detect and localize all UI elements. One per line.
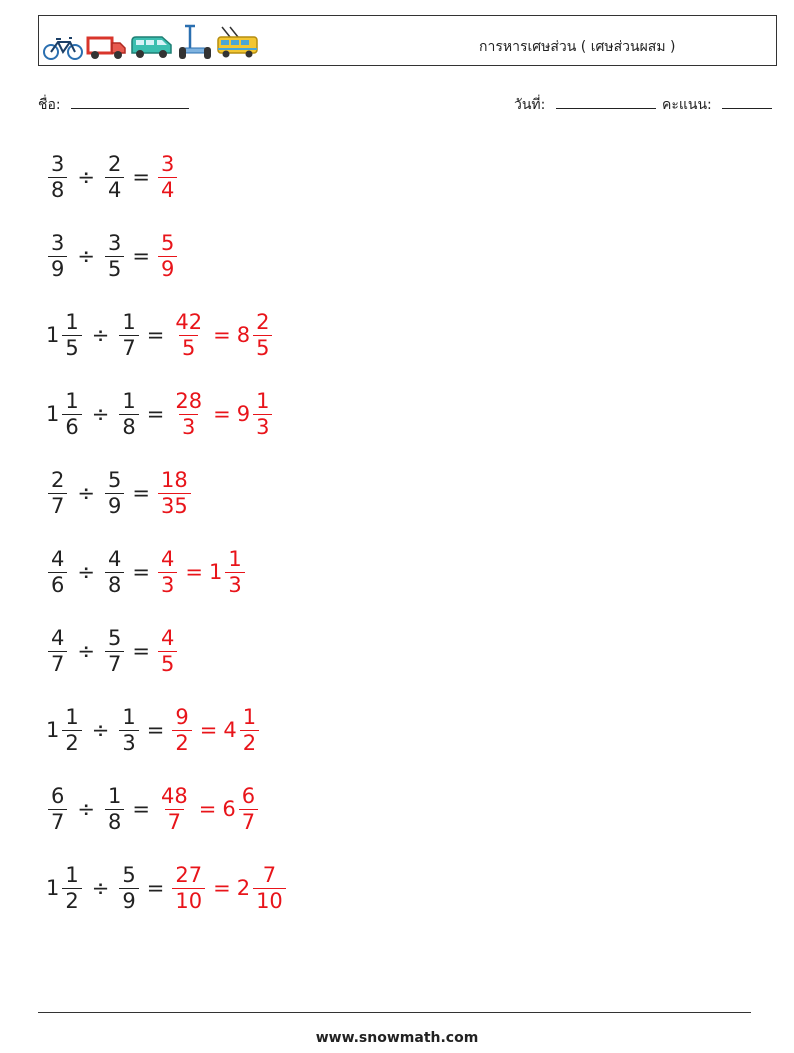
denominator: 8 — [105, 572, 124, 596]
header-box — [38, 15, 777, 66]
denominator: 10 — [172, 888, 205, 912]
denominator: 9 — [48, 256, 67, 280]
numerator: 48 — [160, 783, 188, 808]
denominator: 3 — [253, 414, 272, 438]
dividend-fraction — [62, 704, 81, 755]
answer — [156, 783, 260, 834]
dividend-fraction — [48, 546, 67, 597]
dividend-fraction — [62, 862, 81, 913]
numerator: 4 — [160, 625, 175, 650]
answer-fraction — [172, 388, 205, 439]
divisor-fraction — [105, 230, 124, 281]
answer — [170, 309, 274, 360]
name-blank[interactable] — [71, 94, 189, 109]
equals-sign: = — [132, 481, 150, 505]
divide-sign: ÷ — [77, 797, 95, 821]
numerator: 27 — [175, 862, 203, 887]
answer — [156, 230, 179, 281]
dividend-fraction — [48, 151, 67, 202]
answer-whole-part: 1 — [208, 560, 223, 584]
answer-whole-part: 4 — [223, 718, 237, 742]
denominator: 2 — [172, 730, 191, 754]
score-label: คะแนน: — [662, 97, 712, 113]
dividend-fraction — [48, 625, 67, 676]
dividend-fraction — [62, 388, 81, 439]
denominator: 3 — [119, 730, 138, 754]
score-field — [662, 94, 772, 116]
answer-fraction — [158, 230, 177, 281]
numerator: 3 — [160, 151, 175, 176]
equals-sign: = — [146, 718, 165, 742]
numerator: 2 — [107, 151, 122, 176]
numerator: 5 — [160, 230, 175, 255]
denominator: 7 — [239, 809, 258, 833]
whole-part: 1 — [46, 718, 60, 742]
denominator: 9 — [119, 888, 138, 912]
answer-fraction — [172, 704, 191, 755]
answer-fraction — [158, 151, 177, 202]
numerator: 1 — [65, 704, 79, 729]
numerator: 9 — [175, 704, 189, 729]
numerator: 6 — [241, 783, 256, 808]
divide-sign: ÷ — [77, 244, 95, 268]
numerator: 42 — [175, 309, 203, 334]
denominator: 2 — [62, 888, 81, 912]
numerator: 2 — [51, 467, 65, 492]
answer — [156, 151, 179, 202]
numerator: 1 — [228, 546, 242, 571]
answer-whole-part: 8 — [236, 323, 251, 347]
denominator: 5 — [179, 335, 198, 359]
denominator: 3 — [225, 572, 244, 596]
denominator: 3 — [179, 414, 198, 438]
answer-fraction — [158, 783, 191, 834]
numerator: 7 — [262, 862, 277, 887]
denominator: 7 — [48, 651, 67, 675]
equals-sign: = — [146, 323, 165, 347]
equals-sign: = — [132, 639, 150, 663]
denominator: 35 — [158, 493, 191, 517]
answer-equals-sign: = — [213, 876, 231, 900]
divide-sign: ÷ — [91, 323, 110, 347]
answer-equals-sign: = — [213, 402, 231, 426]
problem-row — [46, 620, 179, 682]
answer-mixed-fraction — [239, 783, 258, 834]
denominator: 7 — [105, 651, 124, 675]
denominator: 2 — [62, 730, 81, 754]
divisor-fraction — [119, 704, 138, 755]
denominator: 5 — [253, 335, 272, 359]
answer-fraction — [172, 862, 205, 913]
denominator: 2 — [240, 730, 259, 754]
date-label: วันที่: — [514, 97, 546, 113]
divisor-fraction — [105, 546, 124, 597]
answer-whole-part: 9 — [236, 402, 251, 426]
answer-fraction — [158, 625, 177, 676]
numerator: 1 — [256, 388, 270, 413]
denominator: 4 — [158, 177, 177, 201]
denominator: 6 — [62, 414, 81, 438]
divisor-fraction — [105, 151, 124, 202]
denominator: 8 — [48, 177, 67, 201]
problem-row — [46, 778, 260, 840]
denominator: 8 — [105, 809, 124, 833]
numerator: 1 — [122, 309, 136, 334]
answer-fraction — [158, 546, 177, 597]
answer-equals-sign: = — [198, 797, 217, 821]
answer-fraction — [172, 309, 205, 360]
numerator: 3 — [51, 230, 65, 255]
footer-site: www.snowmath.com — [315, 1030, 479, 1046]
dividend-fraction — [48, 783, 67, 834]
numerator: 3 — [51, 151, 65, 176]
answer-mixed-fraction — [225, 546, 244, 597]
problem-row — [46, 699, 261, 761]
numerator: 1 — [65, 388, 79, 413]
denominator: 7 — [165, 809, 184, 833]
numerator: 5 — [122, 862, 136, 887]
denominator: 9 — [158, 256, 177, 280]
denominator: 8 — [119, 414, 138, 438]
numerator: 4 — [51, 546, 65, 571]
numerator: 4 — [160, 546, 175, 571]
answer — [170, 704, 261, 755]
problem-row — [46, 541, 247, 603]
numerator: 1 — [242, 704, 257, 729]
answer-whole-part: 2 — [236, 876, 251, 900]
denominator: 10 — [253, 888, 286, 912]
divisor-fraction — [105, 783, 124, 834]
answer-equals-sign: = — [199, 718, 218, 742]
denominator: 5 — [62, 335, 81, 359]
name-field — [38, 94, 189, 116]
divisor-fraction — [119, 388, 138, 439]
footer-divider — [38, 1012, 751, 1013]
numerator: 6 — [51, 783, 65, 808]
problem-row — [46, 383, 274, 445]
divisor-fraction — [105, 625, 124, 676]
denominator: 7 — [119, 335, 138, 359]
answer — [170, 862, 287, 913]
denominator: 6 — [48, 572, 67, 596]
divisor-fraction — [119, 309, 138, 360]
numerator: 28 — [175, 388, 203, 413]
numerator: 4 — [107, 546, 122, 571]
divide-sign: ÷ — [91, 718, 110, 742]
dividend-fraction — [48, 467, 67, 518]
dividend-fraction — [62, 309, 81, 360]
equals-sign: = — [132, 560, 150, 584]
truck-icon — [86, 33, 128, 61]
problem-row — [46, 146, 179, 208]
problem-row — [46, 462, 193, 524]
trolleybus-icon — [216, 25, 260, 61]
answer-whole-part: 6 — [222, 797, 236, 821]
divide-sign: ÷ — [77, 481, 95, 505]
denominator: 4 — [105, 177, 124, 201]
answer — [170, 388, 274, 439]
denominator: 5 — [158, 651, 177, 675]
worksheet-title: การหารเศษส่วน ( เศษส่วนผสม ) — [479, 39, 676, 55]
numerator: 3 — [107, 230, 122, 255]
score-blank[interactable] — [722, 94, 772, 109]
whole-part: 1 — [46, 876, 60, 900]
denominator: 3 — [158, 572, 177, 596]
answer-fraction — [158, 467, 191, 518]
numerator: 1 — [107, 783, 122, 808]
equals-sign: = — [132, 244, 150, 268]
divide-sign: ÷ — [91, 402, 110, 426]
van-icon — [130, 33, 174, 61]
equals-sign: = — [132, 797, 150, 821]
answer-mixed-fraction — [240, 704, 259, 755]
scooter-icon — [176, 23, 214, 61]
denominator: 5 — [105, 256, 124, 280]
denominator: 7 — [48, 493, 67, 517]
equals-sign: = — [146, 876, 165, 900]
divide-sign: ÷ — [77, 639, 95, 663]
problem-row — [46, 857, 288, 919]
numerator: 5 — [107, 467, 122, 492]
answer-equals-sign: = — [185, 560, 203, 584]
numerator: 4 — [51, 625, 65, 650]
problem-row — [46, 225, 179, 287]
divisor-fraction — [119, 862, 138, 913]
numerator: 2 — [256, 309, 270, 334]
numerator: 5 — [107, 625, 122, 650]
problem-row — [46, 304, 274, 366]
denominator: 9 — [105, 493, 124, 517]
denominator: 7 — [48, 809, 67, 833]
whole-part: 1 — [46, 323, 60, 347]
dividend-fraction — [48, 230, 67, 281]
name-label: ชื่อ: — [38, 97, 61, 113]
date-field — [514, 94, 656, 116]
numerator: 1 — [65, 862, 79, 887]
answer-mixed-fraction — [253, 862, 286, 913]
divisor-fraction — [105, 467, 124, 518]
divide-sign: ÷ — [77, 165, 95, 189]
divide-sign: ÷ — [91, 876, 110, 900]
answer-mixed-fraction — [253, 309, 272, 360]
answer — [156, 546, 247, 597]
answer — [156, 467, 193, 518]
numerator: 1 — [122, 704, 136, 729]
vehicle-icons — [42, 23, 260, 61]
equals-sign: = — [132, 165, 150, 189]
answer — [156, 625, 179, 676]
numerator: 1 — [122, 388, 136, 413]
numerator: 1 — [65, 309, 79, 334]
whole-part: 1 — [46, 402, 60, 426]
numerator: 18 — [160, 467, 188, 492]
divide-sign: ÷ — [77, 560, 95, 584]
answer-mixed-fraction — [253, 388, 272, 439]
date-blank[interactable] — [556, 94, 656, 109]
answer-equals-sign: = — [213, 323, 231, 347]
bicycle-icon — [42, 33, 84, 61]
equals-sign: = — [146, 402, 165, 426]
